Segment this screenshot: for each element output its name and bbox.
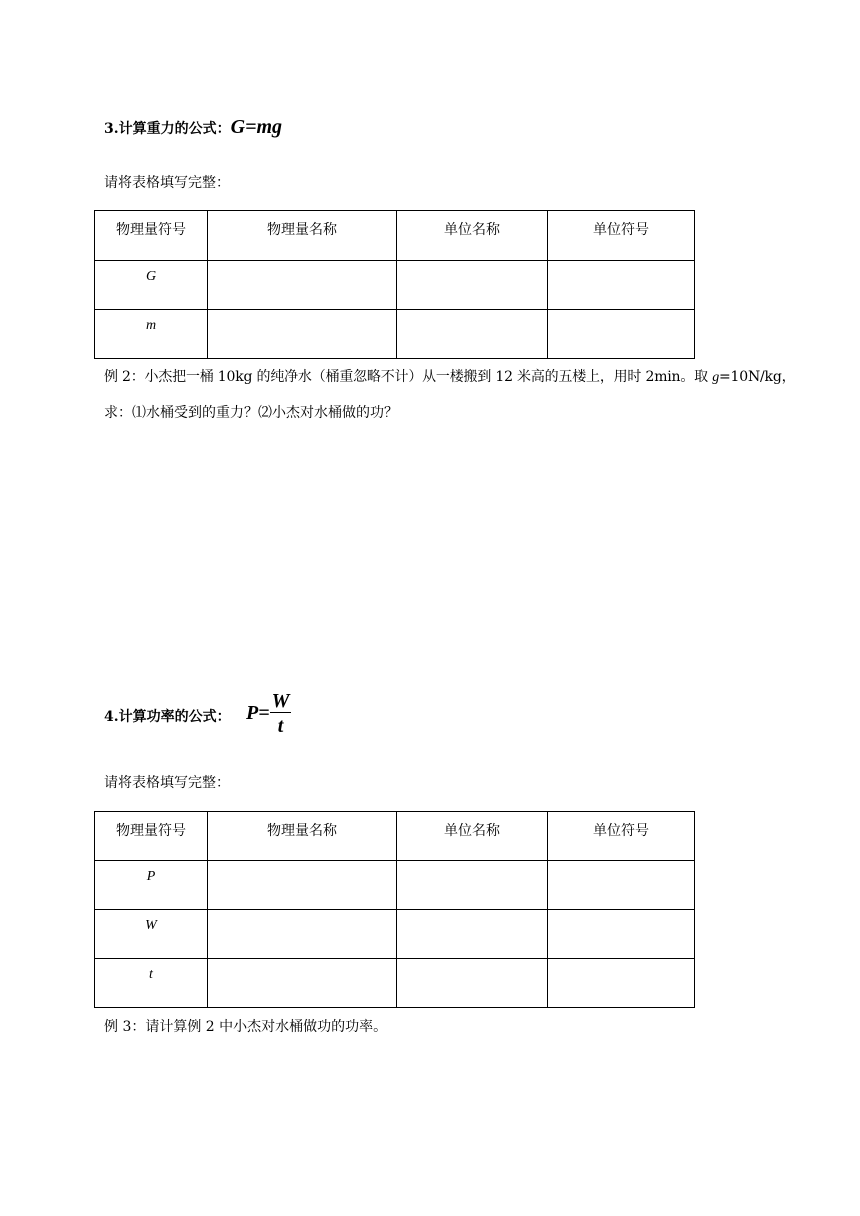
gravity-formula: G=mg — [230, 116, 283, 138]
cell-unit-name[interactable] — [397, 261, 548, 310]
cell-unit-name[interactable] — [397, 861, 548, 910]
cell-name[interactable] — [208, 861, 397, 910]
header-cell-unit-symbol: 单位符号 — [548, 812, 695, 861]
example3-text: 例 3：请计算例 2 中小杰对水桶做功的功率。 — [104, 1019, 388, 1035]
power-formula — [246, 691, 291, 736]
cell-unit-symbol[interactable] — [548, 261, 695, 310]
cell-symbol: G — [95, 261, 208, 310]
example2-line2: 求：⑴水桶受到的重力？⑵小杰对水桶做的功？ — [104, 405, 398, 421]
table-row — [95, 261, 695, 310]
table-row — [95, 959, 695, 1008]
cell-unit-symbol[interactable] — [548, 310, 695, 359]
cell-unit-name[interactable] — [397, 910, 548, 959]
header-cell-symbol: 物理量符号 — [95, 211, 208, 261]
power-formula-left: P= — [246, 702, 270, 724]
example2-var-g: g — [712, 370, 720, 385]
header-cell-unit-name: 单位名称 — [397, 812, 548, 861]
cell-unit-symbol[interactable] — [548, 861, 695, 910]
section3-prompt: 请将表格填写完整： — [104, 175, 230, 191]
table-row — [95, 910, 695, 959]
cell-symbol: m — [95, 310, 208, 359]
section4-heading-label: 4.计算功率的公式： — [104, 709, 231, 725]
header-cell-unit-name: 单位名称 — [397, 211, 548, 261]
table-row — [95, 310, 695, 359]
table-row — [95, 861, 695, 910]
table-header-row — [95, 812, 695, 861]
cell-symbol: t — [95, 959, 208, 1008]
section4-prompt: 请将表格填写完整： — [104, 775, 230, 791]
cell-unit-name[interactable] — [397, 310, 548, 359]
cell-symbol: P — [95, 861, 208, 910]
cell-name[interactable] — [208, 310, 397, 359]
power-formula-numerator: W — [271, 690, 290, 712]
header-cell-name: 物理量名称 — [208, 812, 397, 861]
cell-name[interactable] — [208, 261, 397, 310]
gravity-table — [94, 210, 695, 359]
cell-unit-symbol[interactable] — [548, 959, 695, 1008]
power-formula-denominator: t — [277, 715, 284, 737]
cell-name[interactable] — [208, 910, 397, 959]
example2-text-b: =10N/kg， — [719, 369, 796, 385]
section3-heading-label: 3.计算重力的公式： — [104, 121, 231, 137]
example2-text-a: 例 2：小杰把一桶 10kg 的纯净水（桶重忽略不计）从一楼搬到 12 米高的五楼上，用时 2min。取 — [104, 369, 713, 385]
cell-symbol: W — [95, 910, 208, 959]
example2-line1 — [104, 366, 795, 386]
section3-heading — [104, 116, 282, 139]
cell-unit-symbol[interactable] — [548, 910, 695, 959]
power-formula-fraction — [270, 691, 292, 736]
header-cell-unit-symbol: 单位符号 — [548, 211, 695, 261]
table-header-row — [95, 211, 695, 261]
header-cell-name: 物理量名称 — [208, 211, 397, 261]
cell-unit-name[interactable] — [397, 959, 548, 1008]
cell-name[interactable] — [208, 959, 397, 1008]
power-table — [94, 811, 695, 1008]
header-cell-symbol: 物理量符号 — [95, 812, 208, 861]
